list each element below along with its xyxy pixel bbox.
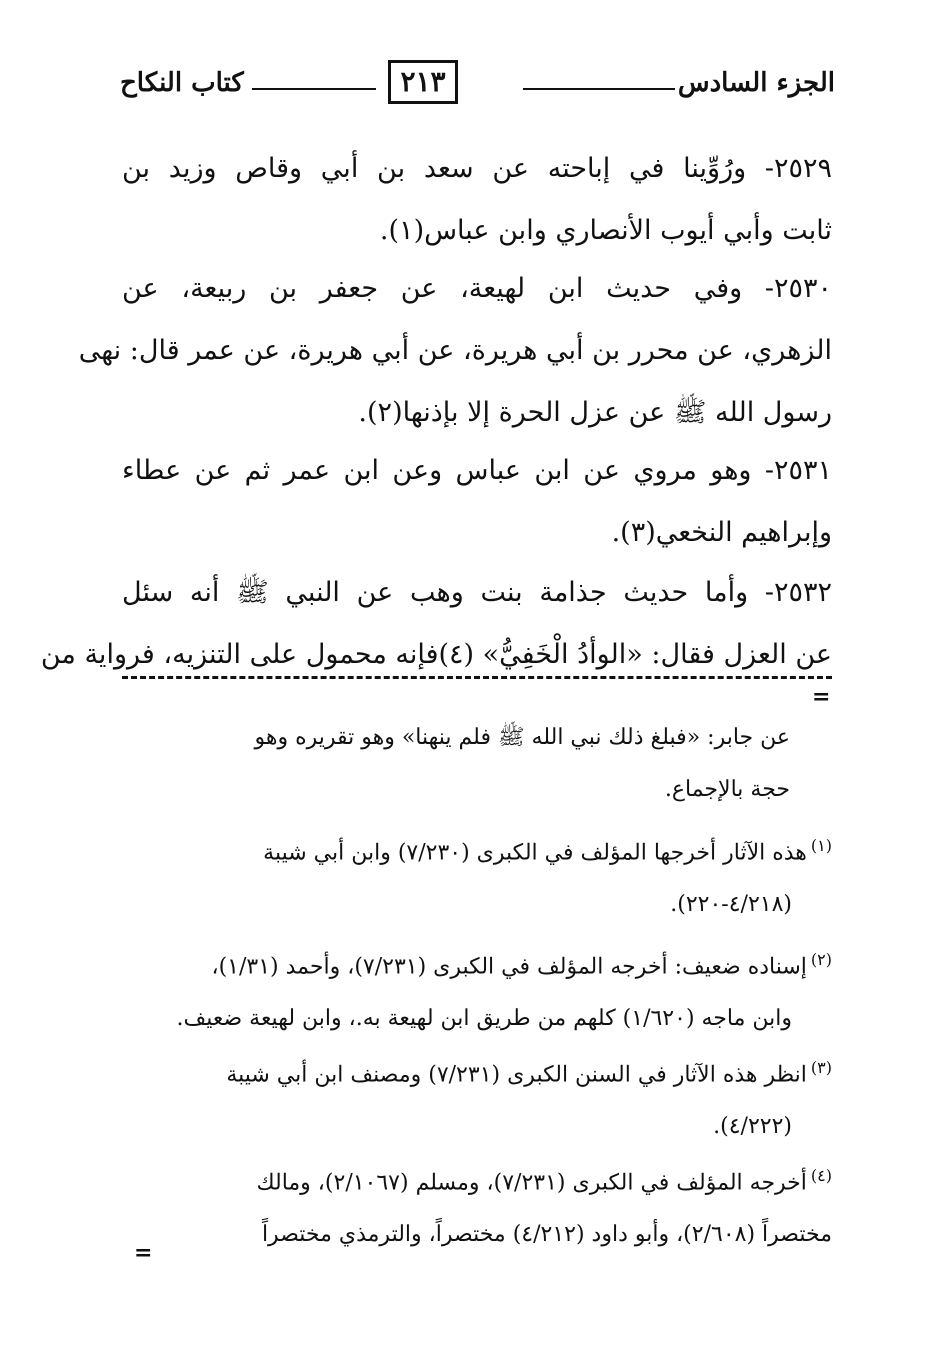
hadith-paragraph-2529	[122, 138, 832, 262]
text-line: الزهري، عن محرر بن أبي هريرة، عن أبي هريرة، عن عمر قال: نهى	[78, 335, 832, 366]
footnote-line: حجة بالإجماع.	[664, 777, 790, 802]
text-line: ثابت وأبي أيوب الأنصاري وابن عباس(١).	[379, 215, 832, 246]
footnote-line: عن جابر: «فبلغ ذلك نبي الله ﷺ فلم ينهنا» وهو تقريره وهو	[254, 725, 790, 750]
footnote-line: مختصراً (٢/٦٠٨)، وأبو داود (٤/٢١٢) مختصراً، والترمذي مختصراً	[261, 1222, 832, 1248]
text-line: عن العزل فقال: «الوأدُ الْخَفِيُّ» (٤)فإنه محمول على التنزيه، فرواية من	[40, 639, 832, 670]
footnote-line	[122, 820, 832, 879]
footnote-line: (٤/٢٢٢).	[713, 1114, 792, 1140]
text-line: ٢٥٢٩- ورُوِّينا في إباحته عن سعد بن أبي وقاص وزيد بن	[122, 153, 832, 184]
footnote-3	[122, 1042, 832, 1153]
footnote-text: إسناده ضعيف: أخرجه المؤلف في الكبرى (٧/٢٣١)، وأحمد (١/٣١)،	[211, 954, 807, 980]
footnote-marker: (٣)	[810, 1058, 832, 1077]
text-line: ٢٥٣٠- وفي حديث ابن لهيعة، عن جعفر بن ربيعة، عن	[122, 273, 832, 304]
text-line: ٢٥٣١- وهو مروي عن ابن عباس وعن ابن عمر ثم عن عطاء	[122, 455, 832, 486]
footnote-text: انظر هذه الآثار في السنن الكبرى (٧/٢٣١) ومصنف ابن أبي شيبة	[226, 1062, 807, 1088]
footnote-text: هذه الآثار أخرجها المؤلف في الكبرى (٧/٢٣٠) وابن أبي شيبة	[263, 840, 807, 866]
footnote-1	[122, 820, 832, 931]
continued-footnote	[122, 712, 790, 816]
footnote-line	[122, 1150, 832, 1209]
footnote-marker: (١)	[810, 836, 832, 855]
text-line: رسول الله ﷺ عن عزل الحرة إلا بإذنها(٢).	[358, 397, 832, 428]
footnote-marker: (٢)	[810, 950, 832, 969]
book-title: كتاب النكاح	[120, 68, 244, 98]
page-header	[120, 62, 835, 106]
hadith-paragraph-2531	[122, 440, 832, 564]
header-rule-left	[252, 88, 376, 90]
footnote-separator	[122, 676, 832, 679]
footnote-marker: (٤)	[810, 1166, 832, 1185]
page-number-box: ٢١٣	[388, 60, 458, 104]
text-line: ٢٥٣٢- وأما حديث جذامة بنت وهب عن النبي ﷺ أنه سئل	[122, 577, 832, 608]
hadith-paragraph-2530	[78, 258, 832, 444]
volume-title: الجزء السادس	[677, 68, 835, 98]
header-rule-right	[523, 88, 675, 90]
footnote-line	[122, 1042, 832, 1101]
footnote-line: وابن ماجه (١/٦٢٠) كلهم من طريق ابن لهيعة به.، وابن لهيعة ضعيف.	[176, 1006, 792, 1032]
continuation-mark: =	[812, 684, 831, 710]
end-continuation-mark: =	[134, 1240, 153, 1266]
footnote-line	[122, 934, 832, 993]
footnote-text: أخرجه المؤلف في الكبرى (٧/٢٣١)، ومسلم (٢/١٠٦٧)، ومالك	[256, 1170, 807, 1196]
footnote-2	[122, 934, 832, 1045]
footnote-4	[122, 1150, 832, 1261]
hadith-paragraph-2532	[40, 562, 832, 686]
text-line: وإبراهيم النخعي(٣).	[611, 517, 832, 548]
footnote-line: (٤/٢١٨-٢٢٠).	[670, 892, 792, 918]
